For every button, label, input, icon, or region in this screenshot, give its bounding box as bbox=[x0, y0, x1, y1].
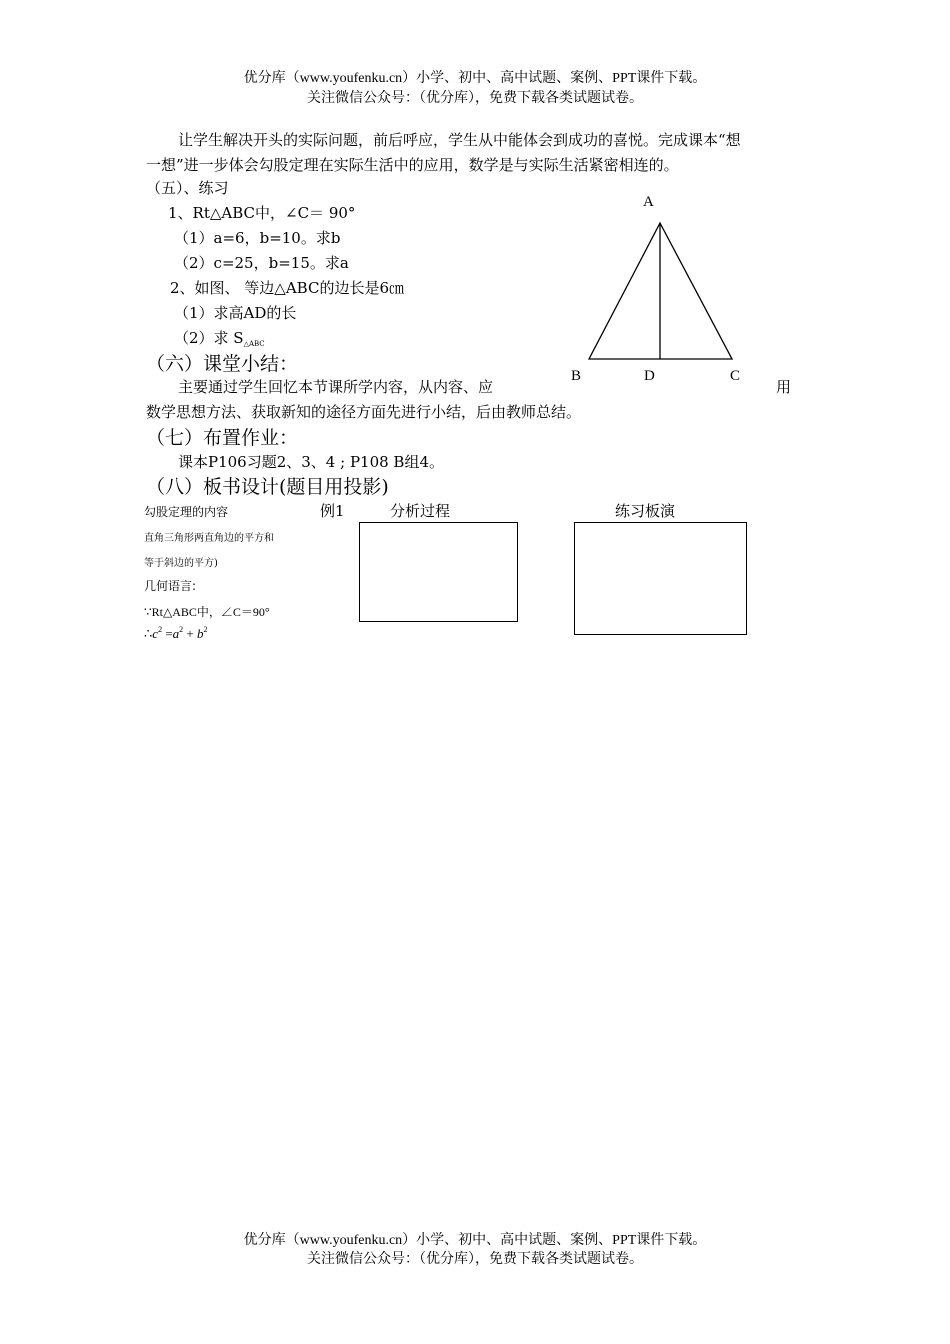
practice-q2: 2、如图、 等边△ABC的边长是6㎝ bbox=[170, 279, 405, 297]
practice-board-label: 练习板演 bbox=[615, 502, 676, 520]
analysis-box bbox=[359, 522, 518, 622]
header-line-1: 优分库（www.youfenku.cn）小学、初中、高中试题、案例、PPT课件下载。 bbox=[243, 71, 707, 86]
intro-line-1: 让学生解决开头的实际问题，前后呼应，学生从中能体会到成功的喜悦。完成课本“想 bbox=[178, 131, 741, 149]
geometry-language-title: 几何语言: bbox=[144, 579, 197, 593]
footer-line-2: 关注微信公众号：（优分库），免费下载各类试题试卷。 bbox=[307, 1252, 643, 1267]
triangle-figure bbox=[580, 215, 745, 370]
formula-exp-a: 2 bbox=[179, 625, 184, 634]
formula-equals: = bbox=[162, 626, 173, 641]
summary-line-2: 数学思想方法、获取新知的途径方面先进行小结，后由教师总结。 bbox=[146, 403, 582, 421]
practice-q2b-subscript: △ABC bbox=[243, 340, 265, 348]
homework-heading: （七）布置作业： bbox=[146, 427, 299, 449]
footer-line-1: 优分库（www.youfenku.cn）小学、初中、高中试题、案例、PPT课件下载。 bbox=[243, 1233, 707, 1248]
summary-line-1-end: 用 bbox=[776, 378, 792, 396]
practice-q2b-prefix: （2）求 S bbox=[174, 329, 244, 347]
board-heading: （八）板书设计(题目用投影) bbox=[146, 476, 389, 498]
vertex-label-c: C bbox=[730, 368, 741, 384]
formula-exp-b: 2 bbox=[203, 625, 208, 634]
analysis-label: 分析过程 bbox=[390, 502, 451, 520]
header-line-2: 关注微信公众号：（优分库），免费下载各类试题试卷。 bbox=[307, 91, 643, 106]
geometry-line-1: ∵Rt△ABC中，∠C＝90° bbox=[144, 605, 270, 619]
formula-a: a bbox=[172, 626, 180, 641]
summary-heading: （六）课堂小结： bbox=[146, 353, 299, 375]
practice-q1a: （1）a=6，b=10。求b bbox=[174, 229, 341, 247]
practice-heading: （五）、练习 bbox=[146, 179, 229, 197]
formula-plus: + bbox=[183, 626, 197, 641]
intro-line-2: 一想”进一步体会勾股定理在实际生活中的应用，数学是与实际生活紧密相连的。 bbox=[146, 156, 679, 174]
example-label: 例1 bbox=[320, 502, 345, 520]
point-label-d: D bbox=[644, 368, 655, 384]
vertex-label-b: B bbox=[571, 368, 582, 384]
theorem-line-1: 直角三角形两直角边的平方和 bbox=[144, 533, 274, 544]
practice-q1: 1、Rt△ABC中，∠C＝ 90° bbox=[168, 204, 356, 222]
pythagorean-formula bbox=[144, 626, 208, 642]
formula-c: c bbox=[152, 626, 159, 641]
practice-q1b: （2）c=25，b=15。求a bbox=[174, 254, 349, 272]
formula-exp-c: 2 bbox=[158, 625, 163, 634]
vertex-label-a: A bbox=[643, 194, 654, 210]
practice-q2b bbox=[174, 327, 265, 348]
formula-b: b bbox=[197, 626, 204, 641]
practice-q2a: （1）求高AD的长 bbox=[174, 304, 297, 322]
practice-box bbox=[574, 522, 747, 635]
theorem-title: 勾股定理的内容 bbox=[144, 505, 229, 519]
theorem-line-2: 等于斜边的平方) bbox=[144, 558, 218, 569]
summary-line-1: 主要通过学生回忆本节课所学内容，从内容、应 bbox=[178, 378, 494, 396]
homework-text: 课本P106习题2、3、4 ; P108 B组4。 bbox=[178, 453, 445, 471]
therefore-symbol: ∴ bbox=[144, 626, 153, 641]
